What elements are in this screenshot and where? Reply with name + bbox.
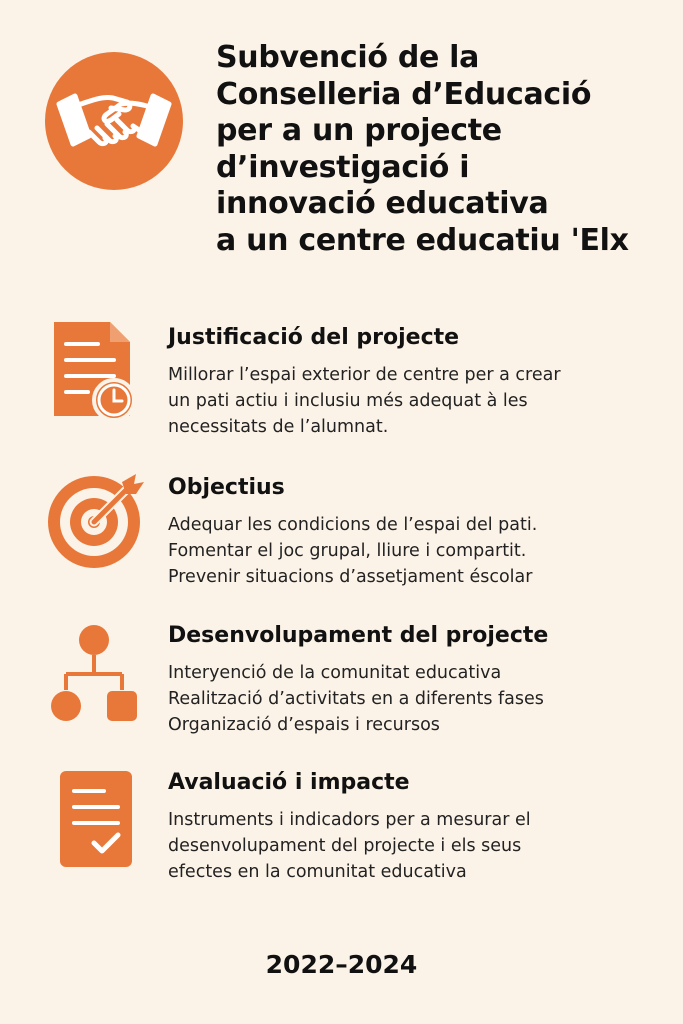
body-line: Adequar les condicions de l’espai del pati.	[168, 515, 538, 535]
page-title	[216, 40, 676, 259]
section-heading: Objectius	[168, 475, 285, 500]
body-line: Instruments i indicadors per a mesurar el	[168, 810, 531, 830]
title-line: Subvenció de la	[216, 40, 480, 75]
body-line: Interyenció de la comunitat educativa	[168, 663, 502, 683]
section-heading: Desenvolupament del projecte	[168, 623, 549, 648]
title-line: innovació educativa	[216, 186, 549, 221]
title-line: per a un projecte	[216, 113, 502, 148]
body-line: Realització d’activitats en a diferents fases	[168, 689, 544, 709]
body-line: Fomentar el joc grupal, lliure i compartit.	[168, 541, 527, 561]
section-heading: Justificació del projecte	[168, 325, 460, 350]
body-line: Prevenir situacions d’assetjament éscolar	[168, 567, 533, 587]
body-line: Organizació d’espais i recursos	[168, 715, 440, 735]
body-line: Millorar l’espai exterior de centre per a crear	[168, 365, 561, 385]
section-heading: Avaluació i impacte	[168, 770, 410, 795]
title-line: d’investigació i	[216, 149, 470, 185]
hierarchy-icon	[48, 624, 140, 724]
handshake-icon	[45, 52, 183, 190]
checklist-icon	[58, 769, 134, 869]
header	[0, 0, 683, 310]
handshake-logo	[45, 52, 183, 190]
section-body	[168, 807, 531, 885]
target-icon	[46, 470, 146, 570]
title-line: a un centre educatiu 'Elx	[216, 222, 629, 258]
date-range: 2022–2024	[265, 950, 418, 979]
document-clock-icon	[52, 320, 134, 420]
body-line: un pati actiu i inclusiu més adequat à les	[168, 391, 528, 411]
section-body	[168, 660, 544, 738]
body-line: efectes en la comunitat educativa	[168, 862, 467, 882]
body-line: desenvolupament del projecte i els seus	[168, 836, 522, 856]
body-line: necessitats de l’alumnat.	[168, 417, 389, 437]
section-body	[168, 512, 537, 590]
title-line: Conselleria d’Educació	[216, 76, 592, 112]
section-body	[168, 362, 561, 440]
